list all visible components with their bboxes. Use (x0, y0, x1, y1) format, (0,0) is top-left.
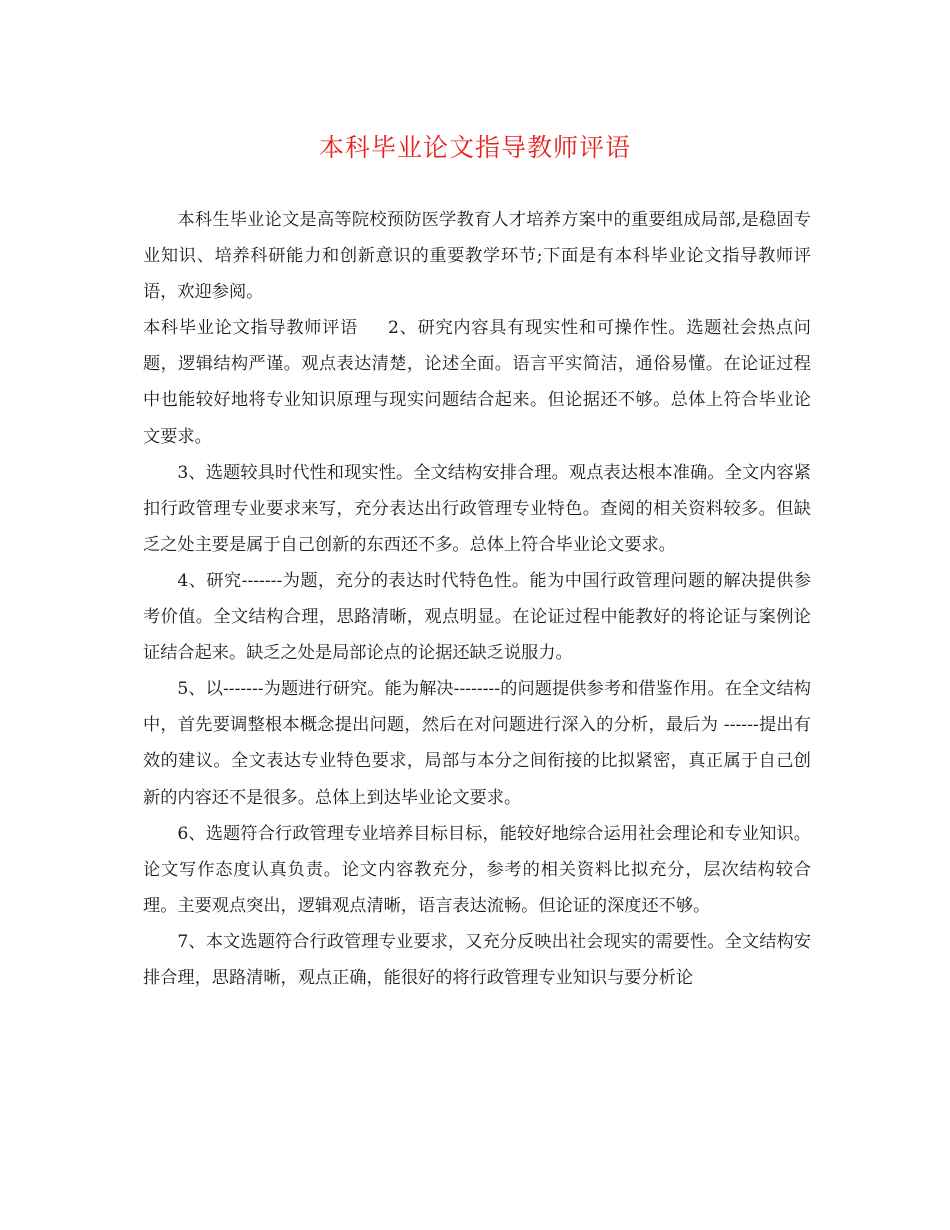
document-title: 本科毕业论文指导教师评语 (318, 133, 631, 162)
comment-item-7: 7、本文选题符合行政管理专业要求，又充分反映出社会现实的需要性。全文结构安排合理，思路清晰，观点正确，能很好的将行政管理专业知识与要分析论 (143, 931, 811, 988)
document-body (143, 202, 811, 996)
comment-item-3: 3、选题较具时代性和现实性。全文结构安排合理。观点表达根本准确。全文内容紧扣行政管理专业要求来写，充分表达出行政管理专业特色。查阅的相关资料较多。但缺乏之处主要是属于自己创新的东西还不多。总体上符合毕业论文要求。 (143, 462, 811, 555)
comment-item-2: 2、研究内容具有现实性和可操作性。选题社会热点问题，逻辑结构严谨。观点表达清楚，论述全面。语言平实简洁，通俗易懂。在论证过程中也能较好地将专业知识原理与现实问题结合起来。但论据还不够。总体上符合毕业论文要求。 (143, 318, 811, 447)
comment-item-6: 6、选题符合行政管理专业培养目标目标，能较好地综合运用社会理论和专业知识。论文写作态度认真负责。论文内容教充分，参考的相关资料比拟充分，层次结构较合理。主要观点突出，逻辑观点清晰，语言表达流畅。但论证的深度还不够。 (143, 823, 811, 916)
section-paragraph-2 (143, 310, 811, 454)
comment-item-5: 5、以-------为题进行研究。能为解决--------的问题提供参考和借鉴作用。在全文结构中，首先要调整根本概念提出问题，然后在对问题进行深入的分析，最后为 ------提出有效的建议。全文表达专业特色要求，局部与本分之间衔接的比拟紧密，真正属于自己创新的内容还不是很多。总体上到达毕业论文要求。 (143, 679, 811, 808)
section-heading: 本科毕业论文指导教师评语 (143, 318, 358, 339)
intro-paragraph: 本科生毕业论文是高等院校预防医学教育人才培养方案中的重要组成局部,是稳固专业知识、培养科研能力和创新意识的重要教学环节;下面是有本科毕业论文指导教师评语，欢迎参阅。 (143, 210, 811, 303)
comment-item-4: 4、研究-------为题，充分的表达时代特色性。能为中国行政管理问题的解决提供参考价值。全文结构合理，思路清晰，观点明显。在论证过程中能教好的将论证与案例论证结合起来。缺乏之处是局部论点的论据还缺乏说服力。 (143, 570, 811, 664)
